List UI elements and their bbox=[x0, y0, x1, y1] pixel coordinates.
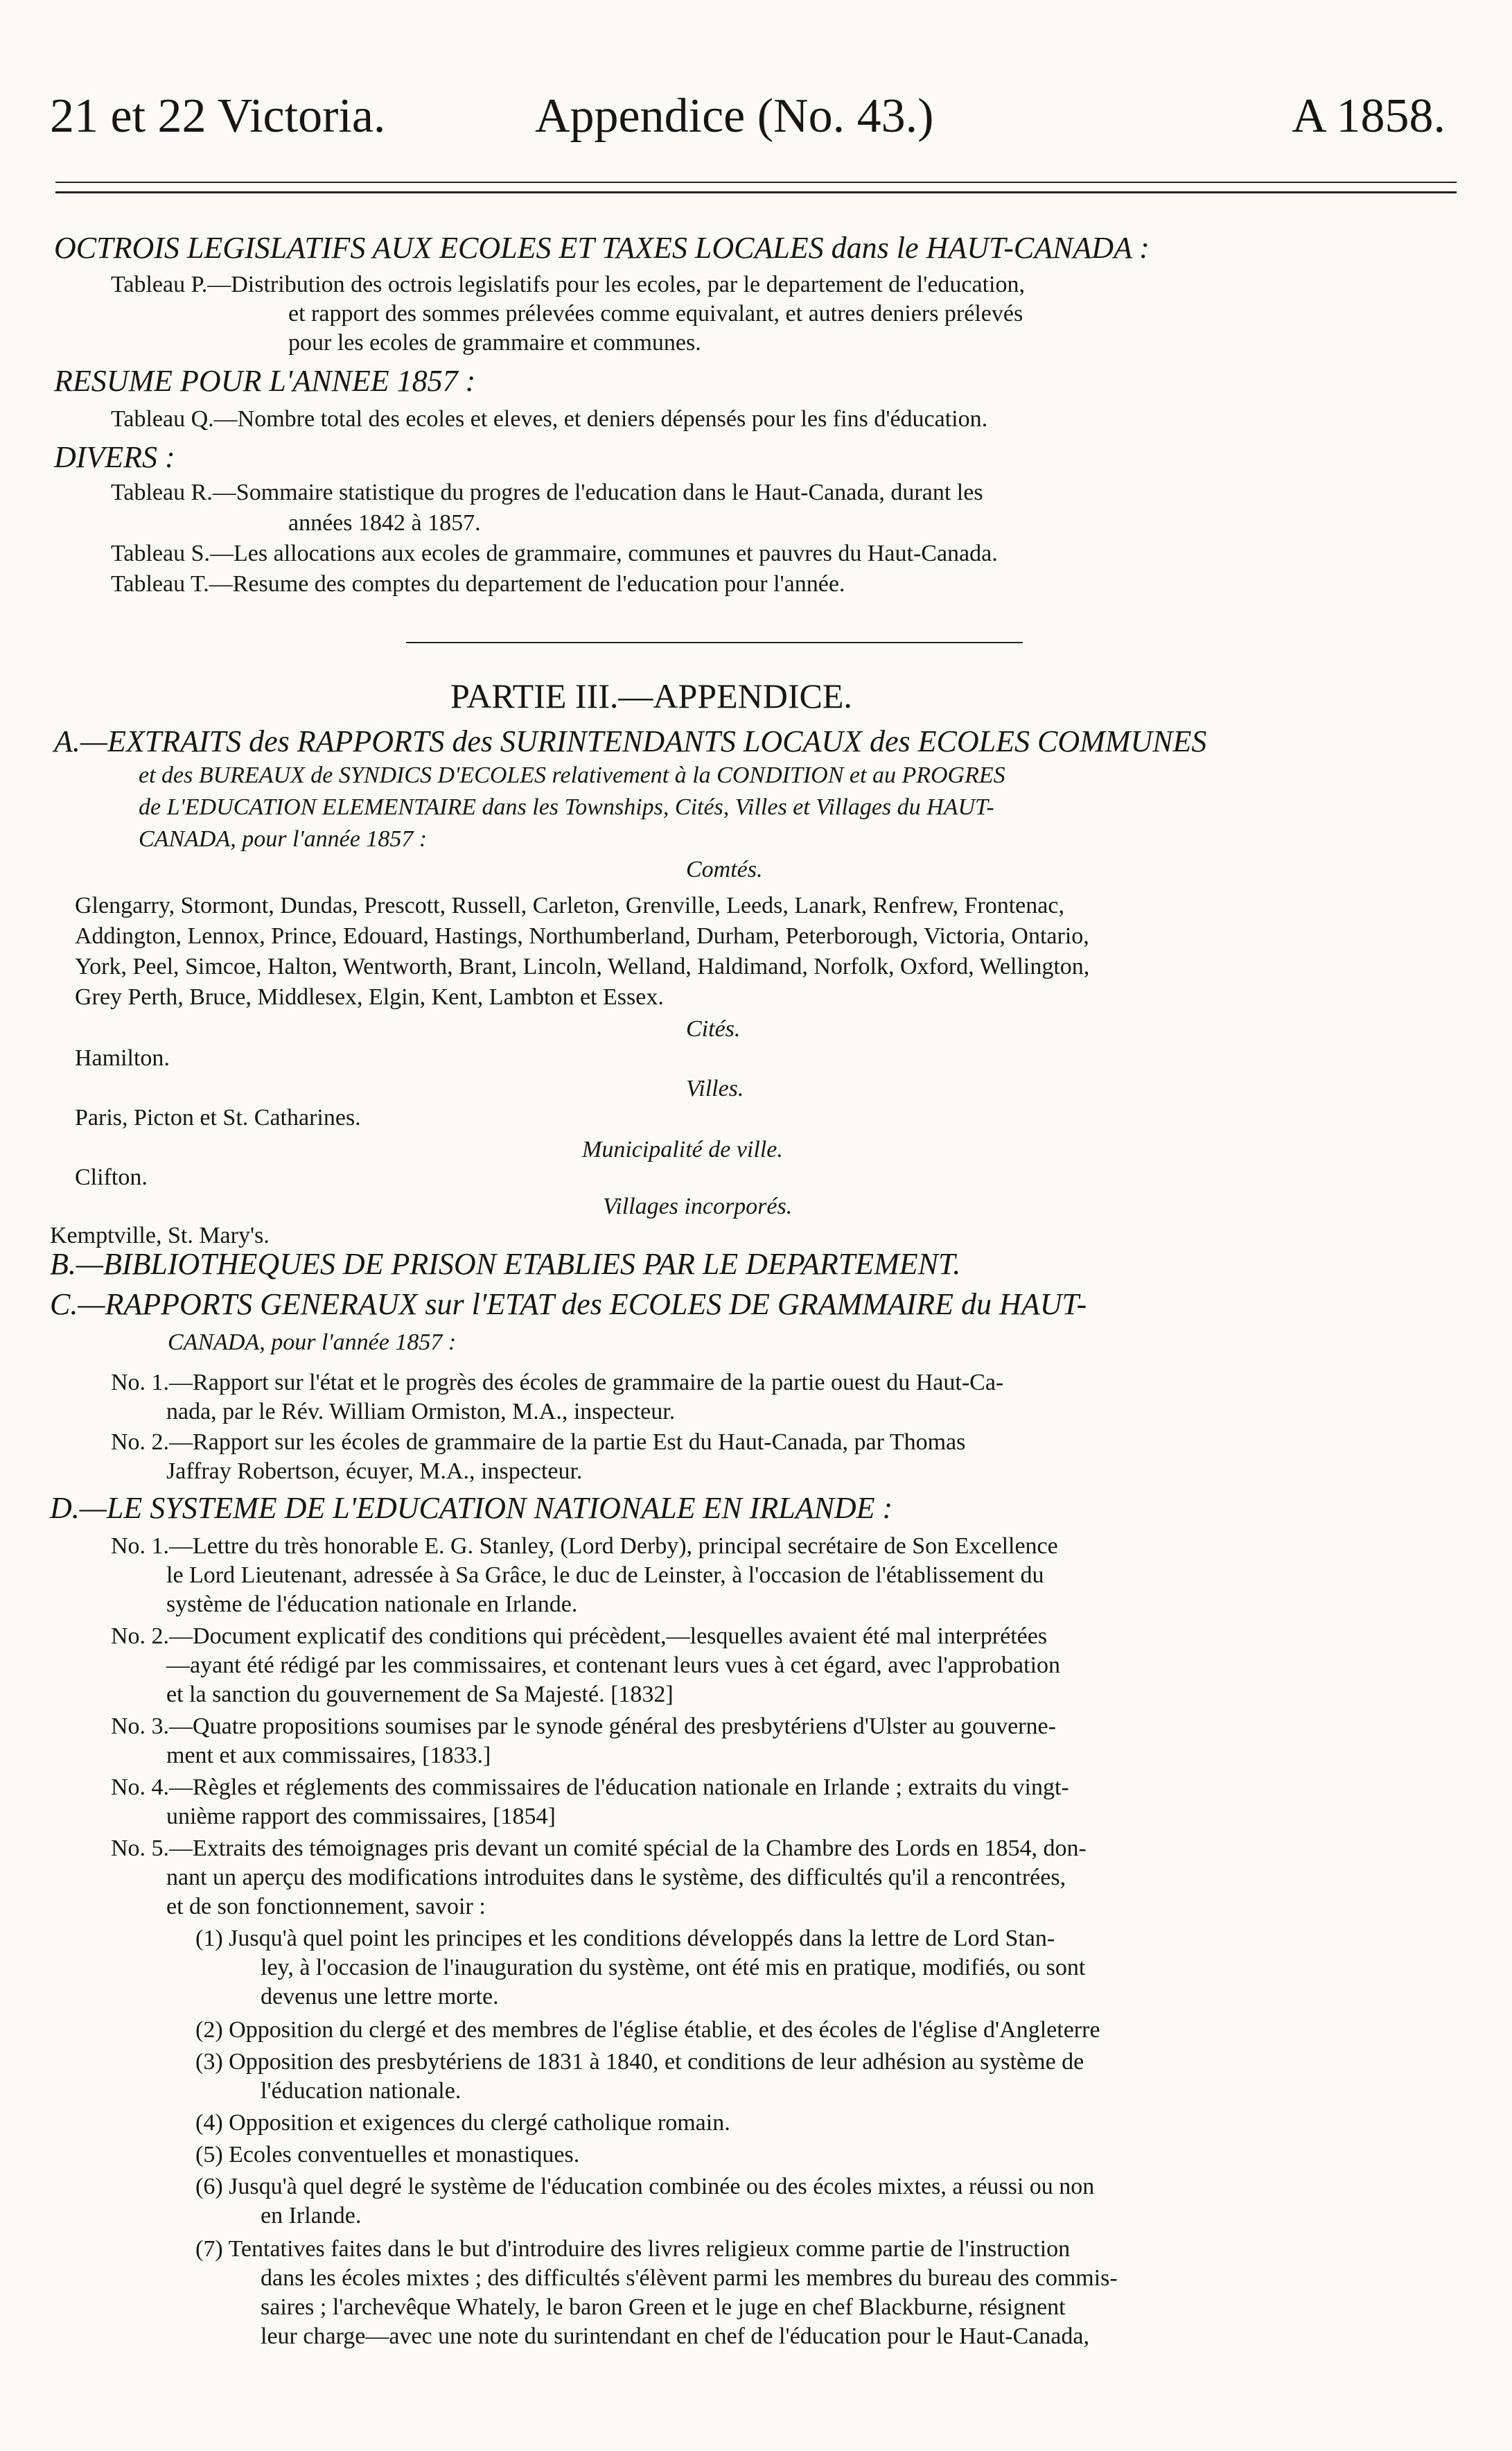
section-d-item: ment et aux commissaires, [1833.] bbox=[166, 1743, 491, 1768]
header-right: A 1858. bbox=[1292, 89, 1445, 143]
header-center: Appendice (No. 43.) bbox=[535, 89, 934, 143]
section-d-subitem: (6) Jusqu'à quel degré le système de l'éducation combinée ou des écoles mixtes, a réussi ou non bbox=[195, 2174, 1095, 2199]
section-d-item: No. 2.—Document explicatif des conditions qui précèdent,—lesquelles avaient été mal interprétées bbox=[111, 1623, 1048, 1649]
tableau-q-line: Tableau Q.—Nombre total des ecoles et eleves, et deniers dépensés pour les fins d'éducation. bbox=[111, 406, 988, 432]
villages-label: Villages incorporés. bbox=[603, 1194, 793, 1219]
section-d-subitem: saires ; l'archevêque Whately, le baron Green et le juge en chef Blackburne, résignent bbox=[261, 2294, 1066, 2320]
divers-title: DIVERS : bbox=[54, 440, 175, 474]
tableau-s-line: Tableau S.—Les allocations aux ecoles de grammaire, communes et pauvres du Haut-Canada. bbox=[111, 541, 998, 566]
section-d-subitem: dans les écoles mixtes ; des difficultés s'élèvent parmi les membres du bureau des commis- bbox=[261, 2265, 1118, 2291]
section-c-item: No. 2.—Rapport sur les écoles de grammaire de la partie Est du Haut-Canada, par Thomas bbox=[111, 1429, 966, 1455]
villages-value: Kemptville, St. Mary's. bbox=[50, 1223, 270, 1248]
municipalite-label: Municipalité de ville. bbox=[582, 1137, 783, 1162]
cites-value: Hamilton. bbox=[75, 1045, 170, 1071]
tableau-p-line: Tableau P.—Distribution des octrois legislatifs pour les ecoles, par le departement de l'education, bbox=[111, 272, 1025, 297]
tableau-t-line: Tableau T.—Resume des comptes du departement de l'education pour l'année. bbox=[111, 571, 845, 597]
section-d-subitem: ley, à l'occasion de l'inauguration du système, ont été mis en pratique, modifiés, ou sont bbox=[261, 1955, 1086, 1980]
section-d-subitem: (5) Ecoles conventuelles et monastiques. bbox=[195, 2142, 580, 2167]
tableau-r-line: Tableau R.—Sommaire statistique du progres de l'education dans le Haut-Canada, durant les bbox=[111, 480, 983, 505]
section-d-item: et la sanction du gouvernement de Sa Majesté. [1832] bbox=[166, 1682, 674, 1707]
section-d-item: No. 3.—Quatre propositions soumises par le synode général des presbytériens d'Ulster au gouverne- bbox=[111, 1713, 1056, 1739]
resume-title: RESUME POUR L'ANNEE 1857 : bbox=[54, 364, 476, 398]
section-d-item: No. 5.—Extraits des témoignages pris devant un comité spécial de la Chambre des Lords en 1854, don- bbox=[111, 1835, 1087, 1861]
section-b: B.—BIBLIOTHEQUES DE PRISON ETABLIES PAR LE DEPARTEMENT. bbox=[50, 1247, 961, 1281]
section-d-item: No. 4.—Règles et réglements des commissaires de l'éducation nationale en Irlande ; extraits du vingt- bbox=[111, 1774, 1069, 1800]
section-d-subitem: (2) Opposition du clergé et des membres de l'église établie, et des écoles de l'église d'Angleterre bbox=[195, 2017, 1100, 2043]
section-d-item: le Lord Lieutenant, adressée à Sa Grâce, le duc de Leinster, à l'occasion de l'établissement du bbox=[166, 1562, 1044, 1588]
header-left: 21 et 22 Victoria. bbox=[50, 89, 386, 143]
octrois-title: OCTROIS LEGISLATIFS AUX ECOLES ET TAXES LOCALES dans le HAUT-CANADA : bbox=[54, 231, 1150, 265]
comtes-line: York, Peel, Simcoe, Halton, Wentworth, Brant, Lincoln, Welland, Haldimand, Norfolk, Oxford, Wellington, bbox=[75, 954, 1090, 979]
partie-heading: PARTIE III.—APPENDICE. bbox=[450, 677, 852, 715]
section-d-subitem: (3) Opposition des presbytériens de 1831 à 1840, et conditions de leur adhésion au système de bbox=[195, 2049, 1084, 2075]
comtes-line: Addington, Lennox, Prince, Edouard, Hastings, Northumberland, Durham, Peterborough, Victoria, Ontario, bbox=[75, 923, 1089, 949]
section-c-item: Jaffray Robertson, écuyer, M.A., inspecteur. bbox=[166, 1458, 583, 1484]
section-a-line: CANADA, pour l'année 1857 : bbox=[139, 826, 428, 852]
tableau-p-line: et rapport des sommes prélevées comme equivalant, et autres deniers prélevés bbox=[288, 301, 1023, 326]
section-d-subitem: (1) Jusqu'à quel point les principes et les conditions développés dans la lettre de Lord Stan- bbox=[195, 1926, 1055, 1951]
section-d-item: —ayant été rédigé par les commissaires, et contenant leurs vues à cet égard, avec l'approbation bbox=[166, 1652, 1061, 1678]
section-d-subitem: (4) Opposition et exigences du clergé catholique romain. bbox=[195, 2110, 730, 2136]
villes-value: Paris, Picton et St. Catharines. bbox=[75, 1105, 361, 1131]
section-a-line: A.—EXTRAITS des RAPPORTS des SURINTENDANTS LOCAUX des ECOLES COMMUNES bbox=[54, 724, 1207, 758]
tableau-p-line: pour les ecoles de grammaire et communes. bbox=[288, 330, 701, 356]
section-d-subitem: en Irlande. bbox=[261, 2203, 362, 2228]
header-rule-bottom bbox=[55, 191, 1457, 193]
section-d-item: No. 1.—Lettre du très honorable E. G. Stanley, (Lord Derby), principal secrétaire de Son Excellence bbox=[111, 1533, 1058, 1559]
tableau-r-line: années 1842 à 1857. bbox=[288, 510, 481, 536]
section-d-item: unième rapport des commissaires, [1854] bbox=[166, 1804, 556, 1829]
section-d-subitem: l'éducation nationale. bbox=[261, 2078, 461, 2104]
section-d-subitem: leur charge—avec une note du surintendant en chef de l'éducation pour le Haut-Canada, bbox=[261, 2323, 1089, 2349]
section-a-line: de L'EDUCATION ELEMENTAIRE dans les Townships, Cités, Villes et Villages du HAUT- bbox=[139, 794, 994, 820]
municipalite-value: Clifton. bbox=[75, 1165, 148, 1190]
section-a-line: et des BUREAUX de SYNDICS D'ECOLES relativement à la CONDITION et au PROGRES bbox=[139, 762, 1005, 788]
section-d-item: et de son fonctionnement, savoir : bbox=[166, 1894, 486, 1919]
section-c-line: CANADA, pour l'année 1857 : bbox=[168, 1329, 457, 1355]
comtes-label: Comtés. bbox=[686, 857, 763, 882]
comtes-line: Grey Perth, Bruce, Middlesex, Elgin, Kent, Lambton et Essex. bbox=[75, 984, 664, 1010]
section-d-item: nant un aperçu des modifications introduites dans le système, des difficultés qu'il a rencontrées, bbox=[166, 1865, 1066, 1890]
section-d-item: système de l'éducation nationale en Irlande. bbox=[166, 1591, 578, 1617]
cites-label: Cités. bbox=[686, 1016, 741, 1042]
section-c-item: No. 1.—Rapport sur l'état et le progrès des écoles de grammaire de la partie ouest du Haut-Ca- bbox=[111, 1370, 1004, 1395]
section-d-subitem: devenus une lettre morte. bbox=[261, 1984, 499, 2009]
section-c-item: nada, par le Rév. William Ormiston, M.A., inspecteur. bbox=[166, 1399, 676, 1424]
section-divider bbox=[406, 642, 1023, 643]
comtes-line: Glengarry, Stormont, Dundas, Prescott, Russell, Carleton, Grenville, Leeds, Lanark, Renfrew, Frontenac, bbox=[75, 893, 1064, 918]
section-d-title: D.—LE SYSTEME DE L'EDUCATION NATIONALE EN IRLANDE : bbox=[50, 1491, 893, 1525]
section-d-subitem: (7) Tentatives faites dans le but d'introduire des livres religieux comme partie de l'instruction bbox=[195, 2236, 1071, 2262]
section-c-line: C.—RAPPORTS GENERAUX sur l'ETAT des ECOLES DE GRAMMAIRE du HAUT- bbox=[50, 1287, 1087, 1321]
villes-label: Villes. bbox=[686, 1076, 744, 1101]
header-rule-top bbox=[55, 182, 1457, 183]
